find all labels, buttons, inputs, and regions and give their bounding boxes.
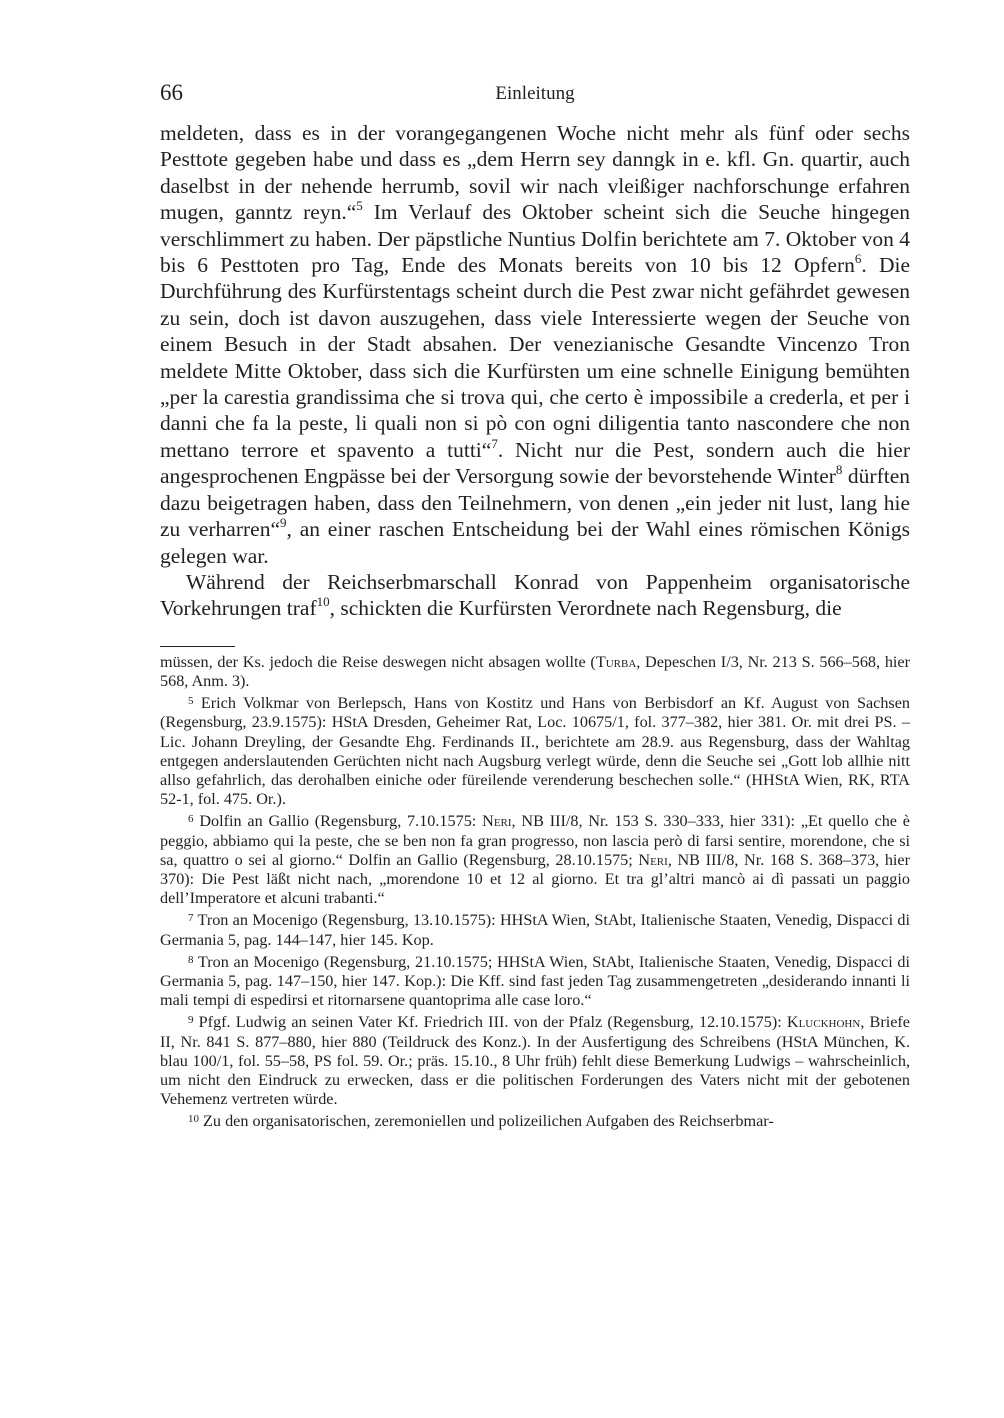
author-name: Neri [638, 850, 668, 869]
footnote-ref-6[interactable]: 6 [854, 251, 862, 267]
footnote-5 [160, 694, 910, 809]
text-run: Zu den organisatorischen, zeremoniellen und polizeilichen Aufgaben des Reichserbmar- [199, 1112, 774, 1131]
page-number: 66 [160, 80, 183, 105]
footnote-8 [160, 953, 910, 1011]
text-run: , Depeschen I/3, Nr. 213 S. 566–568, hier 568, Anm. 3). [160, 652, 910, 690]
author-name: Kluckhohn [786, 1013, 861, 1032]
text-run: müssen, der Ks. jedoch die Reise deswegen nicht absagen wollte ( [160, 652, 596, 671]
text-run: , Briefe II, Nr. 841 S. 877–880, hier 880 (Teildruck des Konz.). In der Ausfertigung des Schreibens (HStA München, K. blau 100/1, fol. 55–58, PS fol. 59. Or.; präs. 15.10., 8 Uhr früh) fehlt diese Bemerkung Ludwigs – wahrscheinlich, um nicht den Eindruck zu erwecken, dass er die politischen Forderungen des Vaters nicht mit der gebotenen Vehemenz vertreten würde. [160, 1013, 910, 1109]
page [160, 80, 910, 1135]
text-run: Tron an Mocenigo (Regensburg, 21.10.1575; HHStA Wien, StAbt, Italienische Staaten, Venedig, Dispacci di Germania 5, pag. 147–150, hier 147. Kop.): Die Kff. sind fast jeden Tag zusammengetreten „desiderando innanti li mali tempi di espedirsi et ritornarsene quantoprima alle case loro.“ [160, 952, 910, 1010]
text-run: dürften dazu beigetragen haben, dass den Teilnehmern, von denen „ein jeder nit lust, lang hie zu verharren“ [160, 464, 910, 542]
paragraph-1 [160, 120, 910, 569]
footnote-10 [160, 1112, 910, 1131]
footnote-ref-9[interactable]: 9 [280, 515, 287, 531]
footnote-number: 6 [188, 813, 194, 826]
text-run: , NB III/8, Nr. 168 S. 368–373, hier 370): Die Pest läßt nicht nach, „morendone 10 et 12 al giorno. Et tra gl’altri mancò ai dì passati un paggio dell’Imperatore et alcuni trabanti.“ [160, 850, 911, 908]
footnote-continuation [160, 653, 910, 691]
footnotes [160, 653, 910, 1132]
paragraph-2 [160, 569, 910, 622]
footnote-separator [160, 646, 235, 647]
author-name: Neri [482, 812, 512, 831]
text-run: , NB III/8, Nr. 153 S. 330–333, hier 331): „Et quello che è peggio, abbiamo qui la peste, che se ben non fa gran progresso, non lascia però di farsi sentire, morendone, che si sa, quattro o sei al giorno.“ Dolfin an Gallio (Regensburg, 28.10.1575; [160, 812, 910, 869]
footnote-number: 10 [188, 1113, 199, 1126]
footnote-number: 5 [188, 695, 194, 708]
text-run: Tron an Mocenigo (Regensburg, 13.10.1575): HHStA Wien, StAbt, Italienische Staaten, Venedig, Dispacci di Germania 5, pag. 144–147, hier 145. Kop. [160, 911, 910, 949]
footnote-6 [160, 812, 910, 908]
text-run: Pfgf. Ludwig an seinen Vater Kf. Friedrich III. von der Pfalz (Regensburg, 12.10.1575): [193, 1013, 787, 1032]
text-run: Im Verlauf des Oktober scheint sich die Seuche hingegen verschlimmert zu haben. Der päpstliche Nuntius Dolfin berichtete am 7. Oktober von 4 bis 6 Pesttoten pro Tag, Ende des Monats bereits von 10 bis 12 Opfern [160, 200, 910, 278]
text-run: , schickten die Kurfürsten Verordnete nach Regensburg, die [329, 596, 842, 621]
footnote-ref-8[interactable]: 8 [835, 462, 843, 478]
text-run: . Die Durchführung des Kurfürstentags scheint durch die Pest zwar nicht gefährdet gewesen zu sein, doch ist davon auszugehen, dass viele Interessierte wegen der Seuche von einem Besuch in der Stadt absahen. Der venezianische Gesandte Vincenzo Tron meldete Mitte Oktober, dass sich die Kurfürsten um eine schnelle Einigung bemühten „per la carestia grandissima che si trova qui, che certo è impossibile a crederla, et per i danni che fa la peste, li quali non si pò con ogni diligentia tanto nascondere che non mettano terrore et spavento a tutti“ [160, 253, 910, 462]
main-text [160, 120, 910, 622]
footnote-7 [160, 911, 910, 949]
footnote-number: 9 [188, 1014, 194, 1027]
text-run: Dolfin an Gallio (Regensburg, 7.10.1575: [193, 812, 483, 831]
page-header [160, 80, 910, 120]
text-run: meldeten, dass es in der vorangegangenen Woche nicht mehr als fünf oder sechs Pesttote gegeben habe und dass es „dem Herrn sey danngk in e. kfl. Gn. quartir, auch daselbst in der nehende herrumb, sovil wir nach vleißiger nachforschunge erfahren mugen, ganntz reyn.“ [160, 121, 910, 225]
footnote-9 [160, 1013, 910, 1109]
author-name: Turba [595, 652, 637, 671]
footnote-ref-5[interactable]: 5 [356, 198, 363, 214]
footnote-number: 7 [188, 912, 194, 925]
running-title: Einleitung [495, 83, 575, 104]
footnote-ref-7[interactable]: 7 [491, 435, 498, 451]
footnote-ref-10[interactable]: 10 [316, 594, 330, 610]
footnote-number: 8 [188, 953, 194, 966]
text-run: Erich Volkmar von Berlepsch, Hans von Kostitz und Hans von Berbisdorf an Kf. August von Sachsen (Regensburg, 23.9.1575): HStA Dresden, Geheimer Rat, Loc. 10675/1, fol. 377–382, hier 381. Or. mit drei PS. – Lic. Johann Dreyling, der Gesandte Ehg. Ferdinands II., berichtete am 28.9. aus Regensburg, dass der Wahltag entgegen anderslautenden Gerüchten nicht nach Augsburg verlegt würde, denn die Seuche sei „Gott lob allhie nitt allso gefahrlich, das derohalben einiche oder füreilende verenderung beschechen solle.“ (HHStA Wien, RK, RTA 52-1, fol. 475. Or.). [160, 694, 910, 809]
text-run: , an einer raschen Entscheidung bei der Wahl eines römischen Königs gelegen war. [160, 517, 910, 568]
text-run: . Nicht nur die Pest, sondern auch die hier angesprochenen Engpässe bei der Versorgung sowie der bevorstehende Winter [160, 437, 910, 489]
text-run: Während der Reichserbmarschall Konrad von Pappenheim organisatorische Vorkehrungen traf [160, 569, 910, 621]
